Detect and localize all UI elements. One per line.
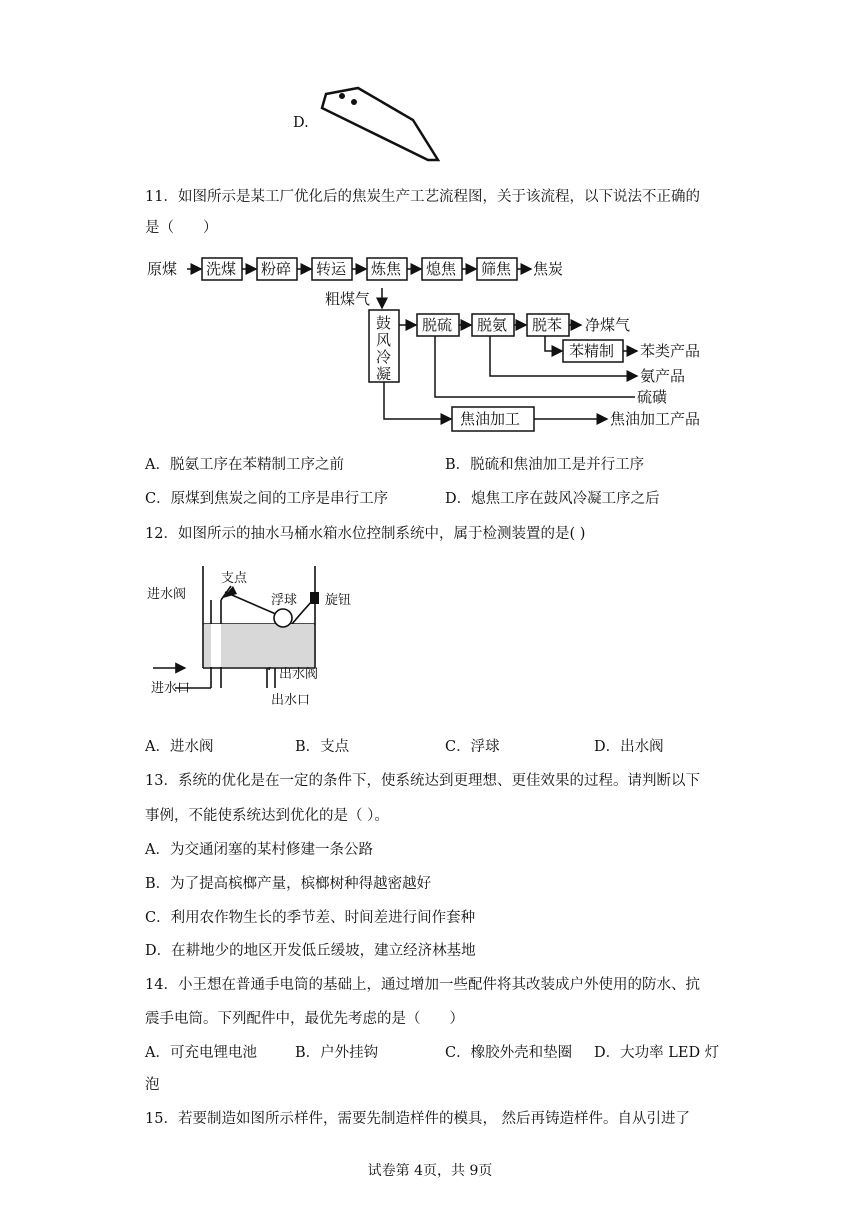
flow-node-quench: 熄焦 [426,260,457,278]
flow-node-coke: 焦炭 [533,260,564,278]
flow-node-cooling-4: 凝 [376,365,392,383]
q14-option-c: C．橡胶外壳和垫圈 [445,1045,573,1061]
coke-process-flowchart [145,252,730,442]
q13-stem-line1: 13．系统的优化是在一定的条件下，使系统达到更理想、更佳效果的过程。请判断以下 [145,773,700,789]
label-outlet-valve: 出水阀 [279,667,319,682]
label-outlet: 出水口 [271,693,311,708]
flow-label-crude-gas: 粗煤气 [325,290,371,308]
q13-option-b: B．为了提高槟榔产量，槟榔树种得越密越好 [145,876,432,892]
label-inlet: 进水口 [151,681,191,696]
option-d-label: D. [293,115,309,131]
q14-option-a: A．可充电锂电池 [145,1045,257,1061]
flow-node-deammonia: 脱氨 [477,316,508,334]
q14-option-b: B．户外挂钩 [295,1045,379,1061]
flow-node-transfer: 转运 [316,260,347,278]
flow-node-cooling-3: 冷 [376,348,392,366]
q11-option-c: C．原煤到焦炭之间的工序是串行工序 [145,491,389,507]
flow-node-benzene-refine: 苯精制 [569,342,615,360]
label-inlet-valve: 进水阀 [147,587,187,602]
label-float: 浮球 [271,593,298,608]
label-pivot: 支点 [221,571,248,586]
q11-stem-line1: 11．如图所示是某工厂优化后的焦炭生产工艺流程图，关于该流程，以下说法不正确的 [145,189,700,205]
q13-option-d: D．在耕地少的地区开发低丘缓坡，建立经济林基地 [145,943,476,959]
q11-option-a: A．脱氨工序在苯精制工序之前 [145,457,344,473]
q12-option-d: D．出水阀 [594,739,664,755]
flow-product-sulfur: 硫磺 [637,388,668,406]
flow-product-benzene: 苯类产品 [640,342,701,360]
q13-stem-line2: 事例，不能使系统达到优化的是（ ）。 [145,808,389,824]
flow-node-debenzene: 脱苯 [532,316,563,334]
flow-node-coking: 炼焦 [371,260,402,278]
q14-option-d: D．大功率 LED 灯 [594,1045,720,1061]
q14-option-d-continued: 泡 [145,1077,160,1093]
flow-node-clean-gas: 净煤气 [585,316,631,334]
q13-option-a: A．为交通闭塞的某村修建一条公路 [145,842,373,858]
q12-option-a: A．进水阀 [145,739,214,755]
flow-product-ammonia: 氨产品 [640,367,686,385]
q15-stem-line1: 15．若要制造如图所示样件，需要先制造样件的模具， 然后再铸造样件。自从引进了 [145,1111,691,1127]
flow-node-desulfur: 脱硫 [422,316,453,334]
flow-node-cooling-1: 鼓 [376,314,392,332]
q11-option-d: D．熄焦工序在鼓风冷凝工序之后 [445,491,660,507]
flow-node-screen: 筛焦 [481,260,512,278]
q14-stem-line2: 震手电筒。下列配件中，最优先考虑的是（ ） [145,1011,464,1027]
page-footer: 试卷第 4页，共 9页 [367,1163,493,1179]
flow-node-cooling-2: 风 [376,331,392,349]
flow-node-tar: 焦油加工 [460,410,521,428]
q12-stem: 12．如图所示的抽水马桶水箱水位控制系统中，属于检测装置的是( ) [145,526,586,542]
flow-product-tar: 焦油加工产品 [610,410,701,428]
q12-option-c: C．浮球 [445,739,500,755]
q12-option-b: B．支点 [295,739,350,755]
q11-option-b: B．脱硫和焦油加工是并行工序 [445,457,645,473]
q14-stem-line1: 14．小王想在普通手电筒的基础上，通过增加一些配件将其改装成户外使用的防水、抗 [145,977,700,993]
label-knob: 旋钮 [325,593,352,608]
blade-figure [318,80,448,164]
q11-stem-line2: 是（ ） [145,220,218,236]
flow-node-crush: 粉碎 [261,260,292,278]
flow-node-wash: 洗煤 [206,260,237,278]
flow-node-raw-coal: 原煤 [147,260,178,278]
q13-option-c: C．利用农作物生长的季节差、时间差进行间作套种 [145,910,476,926]
toilet-tank-diagram [145,560,375,710]
